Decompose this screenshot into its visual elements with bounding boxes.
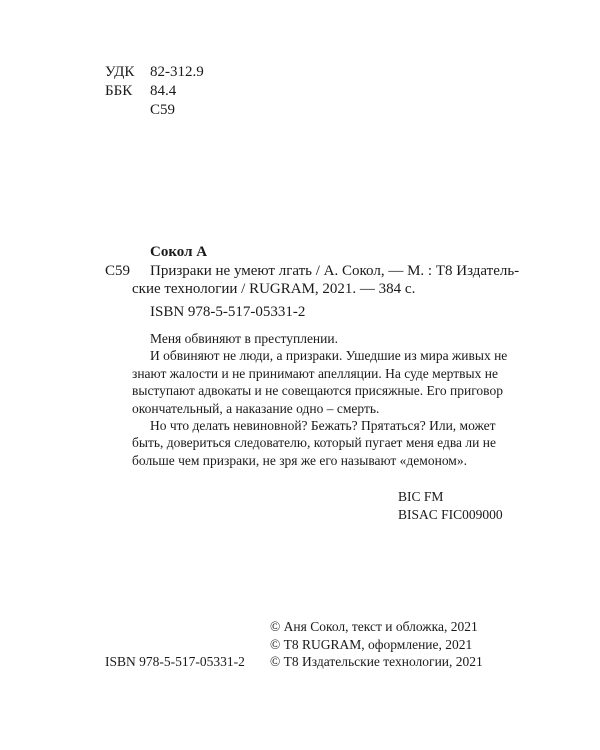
annotation-line: быть, довериться следователю, который пугает меня едва ли не — [132, 435, 496, 450]
bbk-value: 84.4 — [150, 83, 177, 99]
copyright-author: © Аня Сокол, текст и обложка, 2021 — [270, 619, 478, 634]
author-mark: С59 — [150, 102, 176, 118]
udk-value: 82-312.9 — [150, 64, 204, 80]
bbk-label: ББК — [105, 83, 133, 99]
copyright-design: © Т8 RUGRAM, оформление, 2021 — [270, 637, 473, 652]
annotation-line: выступают адвокаты и не совещаются присяжные. Его приговор — [132, 383, 503, 398]
footer-isbn: ISBN 978-5-517-05331-2 — [105, 654, 245, 669]
copyright-publisher: © Т8 Издательские технологии, 2021 — [270, 654, 483, 669]
annotation-line: Но что делать невиновной? Бежать? Прятаться? Или, может — [150, 418, 496, 433]
annotation-line: И обвиняют не люди, а призраки. Ушедшие из мира живых не — [150, 348, 508, 363]
catalog-mark: С59 — [105, 263, 131, 279]
annotation-line: знают жалости и не принимают апелляции. На суде мертвых не — [132, 366, 498, 381]
annotation-line: больше чем призраки, не зря же его называют «демоном». — [132, 453, 467, 468]
bisac-code: BISAC FIC009000 — [398, 507, 503, 522]
udk-label: УДК — [105, 64, 135, 80]
bic-code: BIC FM — [398, 489, 444, 504]
catalog-isbn: ISBN 978-5-517-05331-2 — [150, 304, 306, 320]
annotation-line: окончательный, а наказание одно – смерть. — [132, 401, 380, 416]
annotation-line: Меня обвиняют в преступлении. — [150, 331, 338, 346]
title-line-2: ские технологии / RUGRAM, 2021. — 384 с. — [132, 281, 416, 297]
author-name: Сокол А — [150, 244, 208, 260]
title-line-1: Призраки не умеют лгать / А. Сокол, — М. : Т8 Издатель- — [150, 263, 520, 279]
